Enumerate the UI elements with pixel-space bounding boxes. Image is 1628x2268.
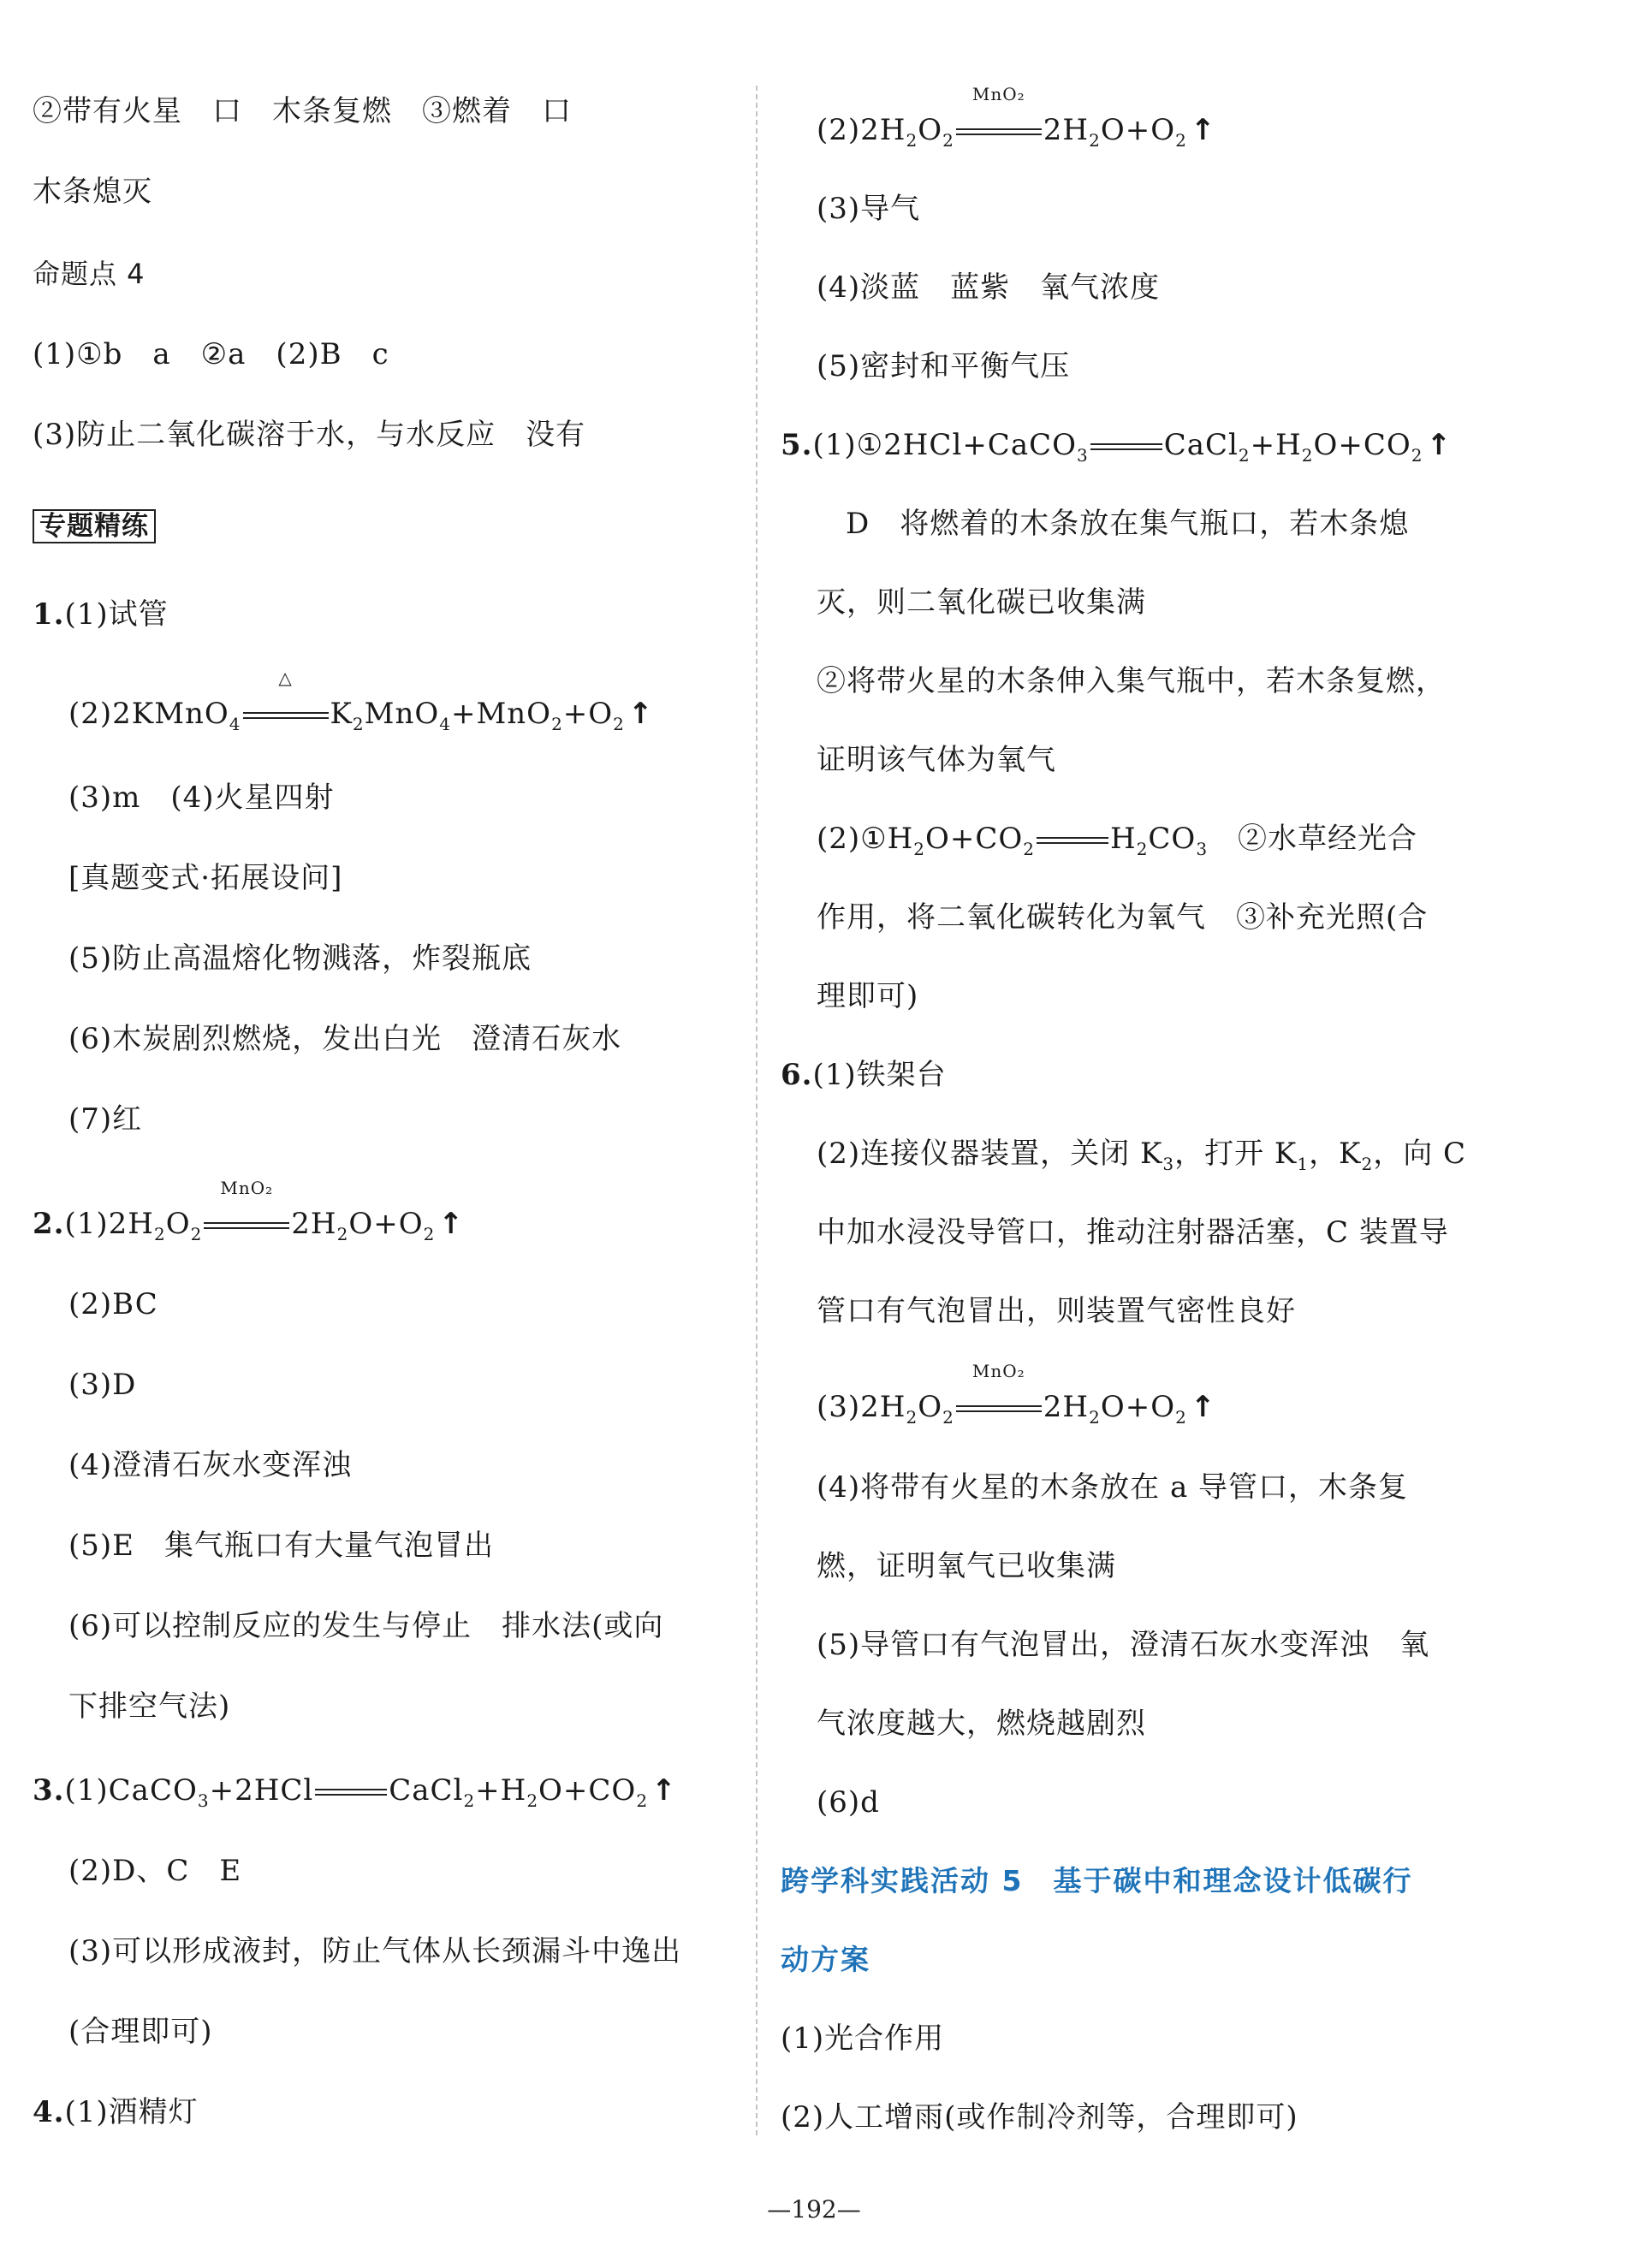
gas-arrow-icon: ↑ <box>627 697 654 731</box>
answer-line <box>817 1467 1408 1508</box>
reaction-condition <box>956 1361 1042 1428</box>
text: [真题变式·拓展设问] <box>68 861 343 895</box>
double-line <box>243 712 329 719</box>
text: (3)可以形成液封，防止气体从长颈漏斗中逸出 <box>68 1934 682 1968</box>
answer-line <box>68 1364 136 1405</box>
text: (2)连接仪器装置，关闭 K <box>817 1137 1163 1171</box>
equation-line: $(2)2H_2O_2$ MnO₂ $2H_2O+O_2$ ↑ <box>817 84 1216 151</box>
gas-arrow-icon: ↑ <box>1190 113 1216 147</box>
equation-line: $(2)①H_2O+CO_2$ $H_2CO_3$ ②水草经光合 <box>817 822 1418 859</box>
text: ②带有火星 口 木条复燃 ③燃着 口 <box>33 94 572 128</box>
text: O+O <box>348 1207 424 1241</box>
text: (1)①2HCl+CaCO <box>812 428 1077 462</box>
answer-line <box>68 858 342 899</box>
text: ，向 C <box>1373 1137 1467 1171</box>
text: (6)d <box>817 1785 880 1820</box>
text: (2)2KMnO <box>68 697 229 731</box>
text: (4)淡蓝 蓝紫 氧气浓度 <box>817 270 1161 305</box>
text: (5)E 集气瓶口有大量气泡冒出 <box>68 1529 494 1563</box>
text: (3)防止二氧化碳溶于水，与水反应 没有 <box>33 418 586 452</box>
reaction-condition <box>243 668 329 734</box>
question-5: 5.(1)①2HCl+CaCO$_3$ $CaCl_2+H_2O+CO_2$ ↑ <box>781 428 1453 466</box>
text: (6)木炭剧烈燃烧，发出白光 澄清石灰水 <box>68 1022 622 1056</box>
text: 燃，证明氧气已收集满 <box>817 1549 1116 1583</box>
text: (3)导气 <box>817 192 921 226</box>
answer-line <box>68 1525 494 1566</box>
text: CaCl <box>389 1773 464 1808</box>
answer-line <box>781 2018 944 2059</box>
text: 证明该气体为氧气 <box>817 743 1056 777</box>
text: O+CO <box>1313 428 1411 462</box>
answer-line <box>68 777 335 818</box>
text: +H <box>475 1773 527 1808</box>
question-number: 3. <box>33 1773 65 1808</box>
answer-line: (2)连接仪器装置，关闭 $K_3$，打开 $K_1$，$K_2$，向 C <box>817 1137 1467 1174</box>
question-number: 1. <box>33 597 65 632</box>
answer-line <box>68 2011 213 2052</box>
text: (4)将带有火星的木条放在 a 导管口，木条复 <box>817 1470 1409 1505</box>
text: ，打开 K <box>1174 1137 1298 1171</box>
answer-line <box>846 503 1409 544</box>
text: 木条熄灭 <box>33 175 152 209</box>
text: ②水草经光合 <box>1208 822 1418 856</box>
answer-line <box>68 1931 681 1972</box>
gas-arrow-icon: ↑ <box>1426 428 1453 462</box>
text: +H <box>1250 428 1302 462</box>
answer-line <box>817 1624 1429 1665</box>
catalyst-label: MnO₂ <box>220 1178 274 1198</box>
answer-line <box>817 1546 1116 1587</box>
text: CO <box>1148 822 1197 856</box>
text: (1)①b a ②a (2)B c <box>33 337 389 371</box>
text: (3)m (4)火星四射 <box>68 781 335 815</box>
text: ②将带火星的木条伸入集气瓶中，若木条复燃， <box>817 664 1446 698</box>
answer-line <box>781 2097 1298 2138</box>
answer-line <box>817 976 918 1017</box>
answer-line <box>68 1099 142 1140</box>
section-title <box>33 253 146 294</box>
equation-line: (2)2KMnO$_4$ △ $K_2MnO_4+MnO_2+O_2$ ↑ <box>68 668 654 734</box>
text: (2)①H <box>817 822 914 856</box>
heat-symbol: △ <box>278 668 293 688</box>
text: 命题点 4 <box>33 258 146 290</box>
equals-line <box>315 1789 387 1796</box>
question-1 <box>33 594 169 635</box>
answer-line <box>817 897 1428 938</box>
answer-line <box>33 334 389 375</box>
column-divider <box>756 86 758 2135</box>
answer-line <box>33 171 152 212</box>
question-number: 2. <box>33 1207 65 1241</box>
text: MnO <box>364 697 440 731</box>
answer-line <box>817 1291 1296 1332</box>
answer-line <box>817 582 1146 623</box>
question-6 <box>781 1054 947 1095</box>
text: ，K <box>1309 1137 1362 1171</box>
text: 动方案 <box>781 1943 870 1976</box>
activity-title <box>781 1861 1412 1902</box>
text: (1)CaCO <box>64 1773 198 1808</box>
question-number: 6. <box>781 1058 813 1092</box>
text: (7)红 <box>68 1102 143 1137</box>
answer-line <box>33 91 572 132</box>
text: (1)酒精灯 <box>64 2095 199 2129</box>
answer-line <box>817 1212 1449 1253</box>
answer-line <box>817 1703 1146 1744</box>
text: (3)2H <box>817 1390 906 1424</box>
answer-line <box>68 1018 621 1060</box>
text: (合理即可) <box>68 2015 213 2049</box>
boxed-title: 专题精练 <box>33 509 156 543</box>
double-line <box>956 128 1042 135</box>
question-number: 4. <box>33 2095 65 2129</box>
text: (5)密封和平衡气压 <box>817 349 1071 383</box>
answer-line <box>817 267 1160 308</box>
text: 2H <box>291 1207 337 1241</box>
text: O+CO <box>925 822 1024 856</box>
boxed-heading <box>33 505 156 546</box>
answer-line <box>68 1686 230 1727</box>
gas-arrow-icon: ↑ <box>438 1207 464 1241</box>
text: 理即可) <box>817 979 919 1013</box>
text: (4)澄清石灰水变浑浊 <box>68 1448 353 1482</box>
question-number: 5. <box>781 428 813 462</box>
text: (1)光合作用 <box>781 2022 945 2056</box>
answer-line <box>817 346 1070 387</box>
answer-line <box>817 1782 880 1823</box>
page-number: —192— <box>767 2195 861 2223</box>
activity-title <box>781 1939 870 1980</box>
answer-line <box>68 1445 352 1486</box>
text: (2)2H <box>817 113 906 147</box>
text: 气浓度越大，燃烧越剧烈 <box>817 1707 1146 1741</box>
text: CaCl <box>1163 428 1239 462</box>
text: (2)D、C E <box>68 1854 242 1888</box>
text: (5)防止高温熔化物溅落，炸裂瓶底 <box>68 941 532 976</box>
double-line <box>204 1222 289 1229</box>
answer-line <box>68 1284 158 1325</box>
text: (1)试管 <box>64 597 169 632</box>
answer-line <box>817 661 1446 702</box>
text: K <box>330 697 353 731</box>
answer-line <box>68 938 532 979</box>
text: (5)导管口有气泡冒出，澄清石灰水变浑浊 氧 <box>817 1628 1430 1662</box>
text: O+O <box>1100 113 1176 147</box>
reaction-condition <box>956 84 1042 151</box>
text: 中加水浸没导管口，推动注射器活塞，C 装置导 <box>817 1215 1449 1250</box>
text: H <box>1110 822 1137 856</box>
reaction-condition <box>204 1178 289 1244</box>
answer-line <box>817 188 920 229</box>
catalyst-label: MnO₂ <box>971 84 1025 104</box>
text: 灭，则二氧化碳已收集满 <box>817 585 1146 620</box>
gas-arrow-icon: ↑ <box>651 1773 677 1808</box>
text: +O <box>562 697 614 731</box>
equation-line: $(3)2H_2O_2$ MnO₂ $2H_2O+O_2$ ↑ <box>817 1361 1216 1428</box>
question-3: 3.(1)CaCO$_3$+2HCl $CaCl_2+H_2O+CO_2$ ↑ <box>33 1773 677 1811</box>
text: 跨学科实践活动 5 基于碳中和理念设计低碳行 <box>781 1864 1413 1897</box>
text: 管口有气泡冒出，则装置气密性良好 <box>817 1294 1296 1328</box>
text: (3)D <box>68 1368 137 1402</box>
text: O+CO <box>538 1773 637 1808</box>
text: (1)铁架台 <box>812 1058 947 1092</box>
equals-line <box>1037 837 1108 844</box>
text: +MnO <box>450 697 552 731</box>
catalyst-label: MnO₂ <box>971 1361 1025 1381</box>
text: +2HCl <box>209 1773 314 1808</box>
text: 下排空气法) <box>68 1689 231 1724</box>
answer-line <box>817 739 1056 781</box>
text: (2)BC <box>68 1287 158 1321</box>
text: (2)人工增雨(或作制冷剂等，合理即可) <box>781 2100 1298 2134</box>
answer-line <box>68 1606 663 1647</box>
gas-arrow-icon: ↑ <box>1190 1390 1216 1424</box>
text: 2H <box>1043 1390 1090 1424</box>
answer-line <box>68 1850 241 1891</box>
text: 作用，将二氧化碳转化为氧气 ③补充光照(合 <box>817 900 1429 935</box>
question-2: $2.(1)2H_2O_2$ MnO₂ $2H_2O+O_2$ ↑ <box>33 1178 464 1244</box>
text: (1)2H <box>64 1207 154 1241</box>
text: D 将燃着的木条放在集气瓶口，若木条熄 <box>846 507 1410 541</box>
equals-line <box>1090 443 1162 450</box>
text: (6)可以控制反应的发生与停止 排水法(或向 <box>68 1609 664 1643</box>
text: O+O <box>1100 1390 1176 1424</box>
answer-line <box>33 414 585 455</box>
double-line <box>956 1405 1042 1412</box>
question-4 <box>33 2092 199 2133</box>
text: 2H <box>1043 113 1090 147</box>
